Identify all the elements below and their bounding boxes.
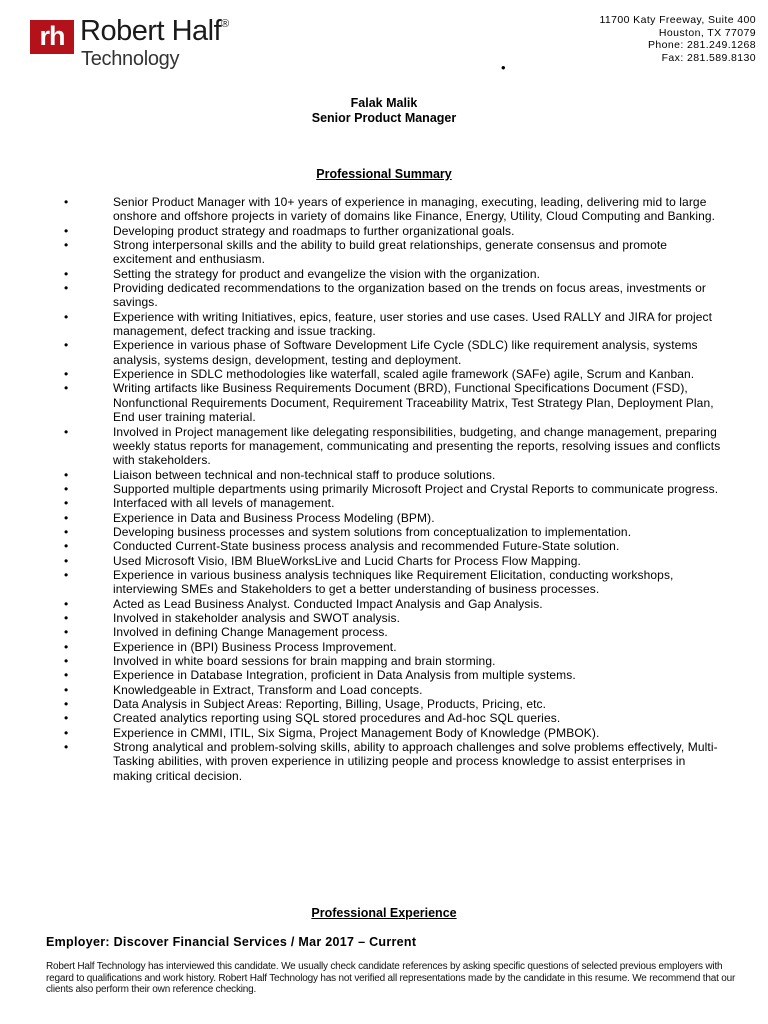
candidate-title: Senior Product Manager xyxy=(311,111,457,125)
summary-item-text: Experience in (BPI) Business Process Improvement. xyxy=(113,639,397,654)
summary-item-text: Setting the strategy for product and evangelize the vision with the organization. xyxy=(113,266,541,281)
bullet-icon: • xyxy=(64,596,69,611)
employer-line: Employer: Discover Financial Services / Mar 2017 – Current xyxy=(46,935,417,949)
bullet-icon: • xyxy=(64,553,69,568)
registered-mark: ® xyxy=(221,18,229,30)
summary-list-item xyxy=(64,554,724,568)
summary-list-item xyxy=(64,310,724,339)
summary-item-text: Experience with writing Initiatives, epics, feature, user stories and use cases. Used RALLY and JIRA for project management, defect tracking and issue tracking. xyxy=(113,309,713,339)
address-city: Houston, TX 77079 xyxy=(658,26,756,39)
bullet-icon: • xyxy=(64,424,69,439)
summary-item-text: Developing product strategy and roadmaps to further organizational goals. xyxy=(113,223,515,238)
summary-list-item xyxy=(64,697,724,711)
professional-summary-heading: Professional Summary xyxy=(316,167,452,181)
summary-item-text: Supported multiple departments using primarily Microsoft Project and Crystal Reports to communicate progress. xyxy=(113,481,719,496)
summary-item-text: Created analytics reporting using SQL stored procedures and Ad-hoc SQL queries. xyxy=(113,711,561,726)
summary-list-item xyxy=(64,496,724,510)
address-phone xyxy=(599,39,756,52)
summary-list-item xyxy=(64,267,724,281)
summary-list xyxy=(64,195,724,783)
summary-list-item xyxy=(64,568,724,597)
bullet-icon: • xyxy=(64,381,69,396)
summary-item-text: Liaison between technical and non-technical staff to produce solutions. xyxy=(113,467,496,482)
summary-item-text: Experience in CMMI, ITIL, Six Sigma, Project Management Body of Knowledge (PMBOK). xyxy=(113,725,600,740)
summary-list-item xyxy=(64,683,724,697)
bullet-icon: • xyxy=(64,682,69,697)
bullet-icon: • xyxy=(64,266,69,281)
summary-list-item xyxy=(64,195,724,224)
bullet-icon: • xyxy=(64,281,69,296)
summary-item-text: Senior Product Manager with 10+ years of experience in managing, executing, leading, delivering mid to large onshore and offshore projects in variety of domains like Finance, Energy, Utility, Cloud Computing and Banking. xyxy=(113,195,716,224)
summary-item-text: Involved in Project management like delegating responsibilities, budgeting, and change management, preparing weekly status reports for management, communicating and presenting the reports, resolving issues and conflicts with stakeholders. xyxy=(113,424,721,468)
bullet-icon: • xyxy=(64,567,69,582)
summary-list-item xyxy=(64,597,724,611)
bullet-icon: • xyxy=(64,654,69,668)
stray-bullet: • xyxy=(501,60,506,75)
bullet-icon: • xyxy=(64,625,69,640)
summary-item-text: Knowledgeable in Extract, Transform and Load concepts. xyxy=(113,682,423,697)
bullet-icon: • xyxy=(64,740,69,755)
summary-item-text: Writing artifacts like Business Requirements Document (BRD), Functional Specifications Document (FSD), Nonfunctional Requirements Document, Requirement Traceability Matrix, Test Strategy Plan, Deployment Plan, End user training material. xyxy=(113,381,714,425)
bullet-icon: • xyxy=(64,195,69,209)
summary-item-text: Experience in various business analysis techniques like Requirement Elicitation, conducting workshops, interviewing SMEs and Stakeholders to get a better understanding of business processes. xyxy=(113,567,674,597)
summary-list-item xyxy=(64,640,724,654)
phone-number: 281.249.1268 xyxy=(686,39,756,52)
summary-list-item xyxy=(64,468,724,482)
summary-item-text: Involved in white board sessions for brain mapping and brain storming. xyxy=(113,654,496,668)
summary-item-text: Data Analysis in Subject Areas: Reporting, Billing, Usage, Products, Pricing, etc. xyxy=(113,697,547,712)
address-street: 11700 Katy Freeway, Suite 400 xyxy=(599,14,756,26)
bullet-icon: • xyxy=(64,725,69,740)
bullet-icon: • xyxy=(64,524,69,539)
bullet-icon: • xyxy=(64,309,69,324)
summary-item-text: Strong interpersonal skills and the ability to build great relationships, generate consensus and promote excitement and enthusiasm. xyxy=(113,238,668,267)
summary-list-item xyxy=(64,625,724,639)
bullet-icon: • xyxy=(64,639,69,654)
bullet-icon: • xyxy=(64,697,69,712)
summary-list-item xyxy=(64,654,724,668)
bullet-icon: • xyxy=(64,510,69,525)
bullet-icon: • xyxy=(64,338,69,353)
bullet-icon: • xyxy=(64,711,69,726)
fax-number: 281.589.8130 xyxy=(686,51,756,64)
logo-subtitle: Technology xyxy=(81,48,180,70)
summary-list-item xyxy=(64,238,724,267)
bullet-icon: • xyxy=(64,238,69,253)
summary-item-text: Experience in SDLC methodologies like waterfall, scaled agile framework (SAFe) agile, Scrum and Kanban. xyxy=(113,367,695,382)
summary-item-text: Experience in various phase of Software Development Life Cycle (SDLC) like requirement analysis, systems analysis, systems design, development, testing and deployment. xyxy=(113,338,698,367)
summary-item-text: Providing dedicated recommendations to the organization based on the trends on focus areas, investments or savings. xyxy=(113,281,706,310)
summary-list-item xyxy=(64,381,724,424)
summary-item-text: Conducted Current-State business process analysis and recommended Future-State solution. xyxy=(113,539,620,554)
summary-list-item xyxy=(64,668,724,682)
summary-list-item xyxy=(64,539,724,553)
office-address xyxy=(599,14,756,64)
bullet-icon: • xyxy=(64,496,69,511)
summary-item-text: Used Microsoft Visio, IBM BlueWorksLive and Lucid Charts for Process Flow Mapping. xyxy=(113,553,581,568)
summary-list-item xyxy=(64,482,724,496)
logo-name-text: Robert Half xyxy=(80,15,222,47)
bullet-icon: • xyxy=(64,367,69,382)
phone-label: Phone: xyxy=(647,39,684,52)
rh-logo-icon: rh xyxy=(30,20,74,54)
logo-name xyxy=(80,15,229,48)
summary-list-item xyxy=(64,726,724,740)
summary-item-text: Acted as Lead Business Analyst. Conducted Impact Analysis and Gap Analysis. xyxy=(113,596,543,611)
summary-item-text: Experience in Data and Business Process Modeling (BPM). xyxy=(113,510,435,525)
bullet-icon: • xyxy=(64,481,69,496)
summary-item-text: Strong analytical and problem-solving skills, ability to approach challenges and solve problems effectively, Multi-Tasking abilities, with proven experience in utilizing people and process knowledge to assist enterprises in making critical decision. xyxy=(113,740,718,783)
summary-item-text: Involved in defining Change Management process. xyxy=(113,625,388,640)
summary-list-item xyxy=(64,511,724,525)
summary-list-item xyxy=(64,525,724,539)
summary-item-text: Interfaced with all levels of management. xyxy=(113,496,335,511)
bullet-icon: • xyxy=(64,668,69,683)
summary-item-text: Involved in stakeholder analysis and SWOT analysis. xyxy=(113,610,401,625)
summary-list-item xyxy=(64,711,724,725)
address-fax xyxy=(599,52,756,65)
summary-list-item xyxy=(64,224,724,238)
bullet-icon: • xyxy=(64,223,69,238)
bullet-icon: • xyxy=(64,467,69,482)
fax-label: Fax: xyxy=(661,51,684,64)
summary-list-item xyxy=(64,367,724,381)
summary-list-item xyxy=(64,425,724,468)
candidate-name: Falak Malik xyxy=(350,96,418,110)
bullet-icon: • xyxy=(64,610,69,625)
summary-list-item xyxy=(64,338,724,367)
disclaimer-footer: Robert Half Technology has interviewed this candidate. We usually check candidate references by asking specific questions of selected previous employers with regard to qualifications and work history. Robert Half Technology has not verified all representations made by the candidate in this resume. We recommend that our clients also perform their own reference checking. xyxy=(46,961,736,996)
summary-item-text: Developing business processes and system solutions from conceptualization to implementation. xyxy=(113,524,632,539)
robert-half-technology-logo xyxy=(30,14,260,74)
professional-experience-heading: Professional Experience xyxy=(311,906,457,920)
summary-list-item xyxy=(64,611,724,625)
summary-list-item xyxy=(64,740,724,783)
bullet-icon: • xyxy=(64,539,69,554)
summary-list-item xyxy=(64,281,724,310)
summary-item-text: Experience in Database Integration, proficient in Data Analysis from multiple systems. xyxy=(113,668,576,683)
